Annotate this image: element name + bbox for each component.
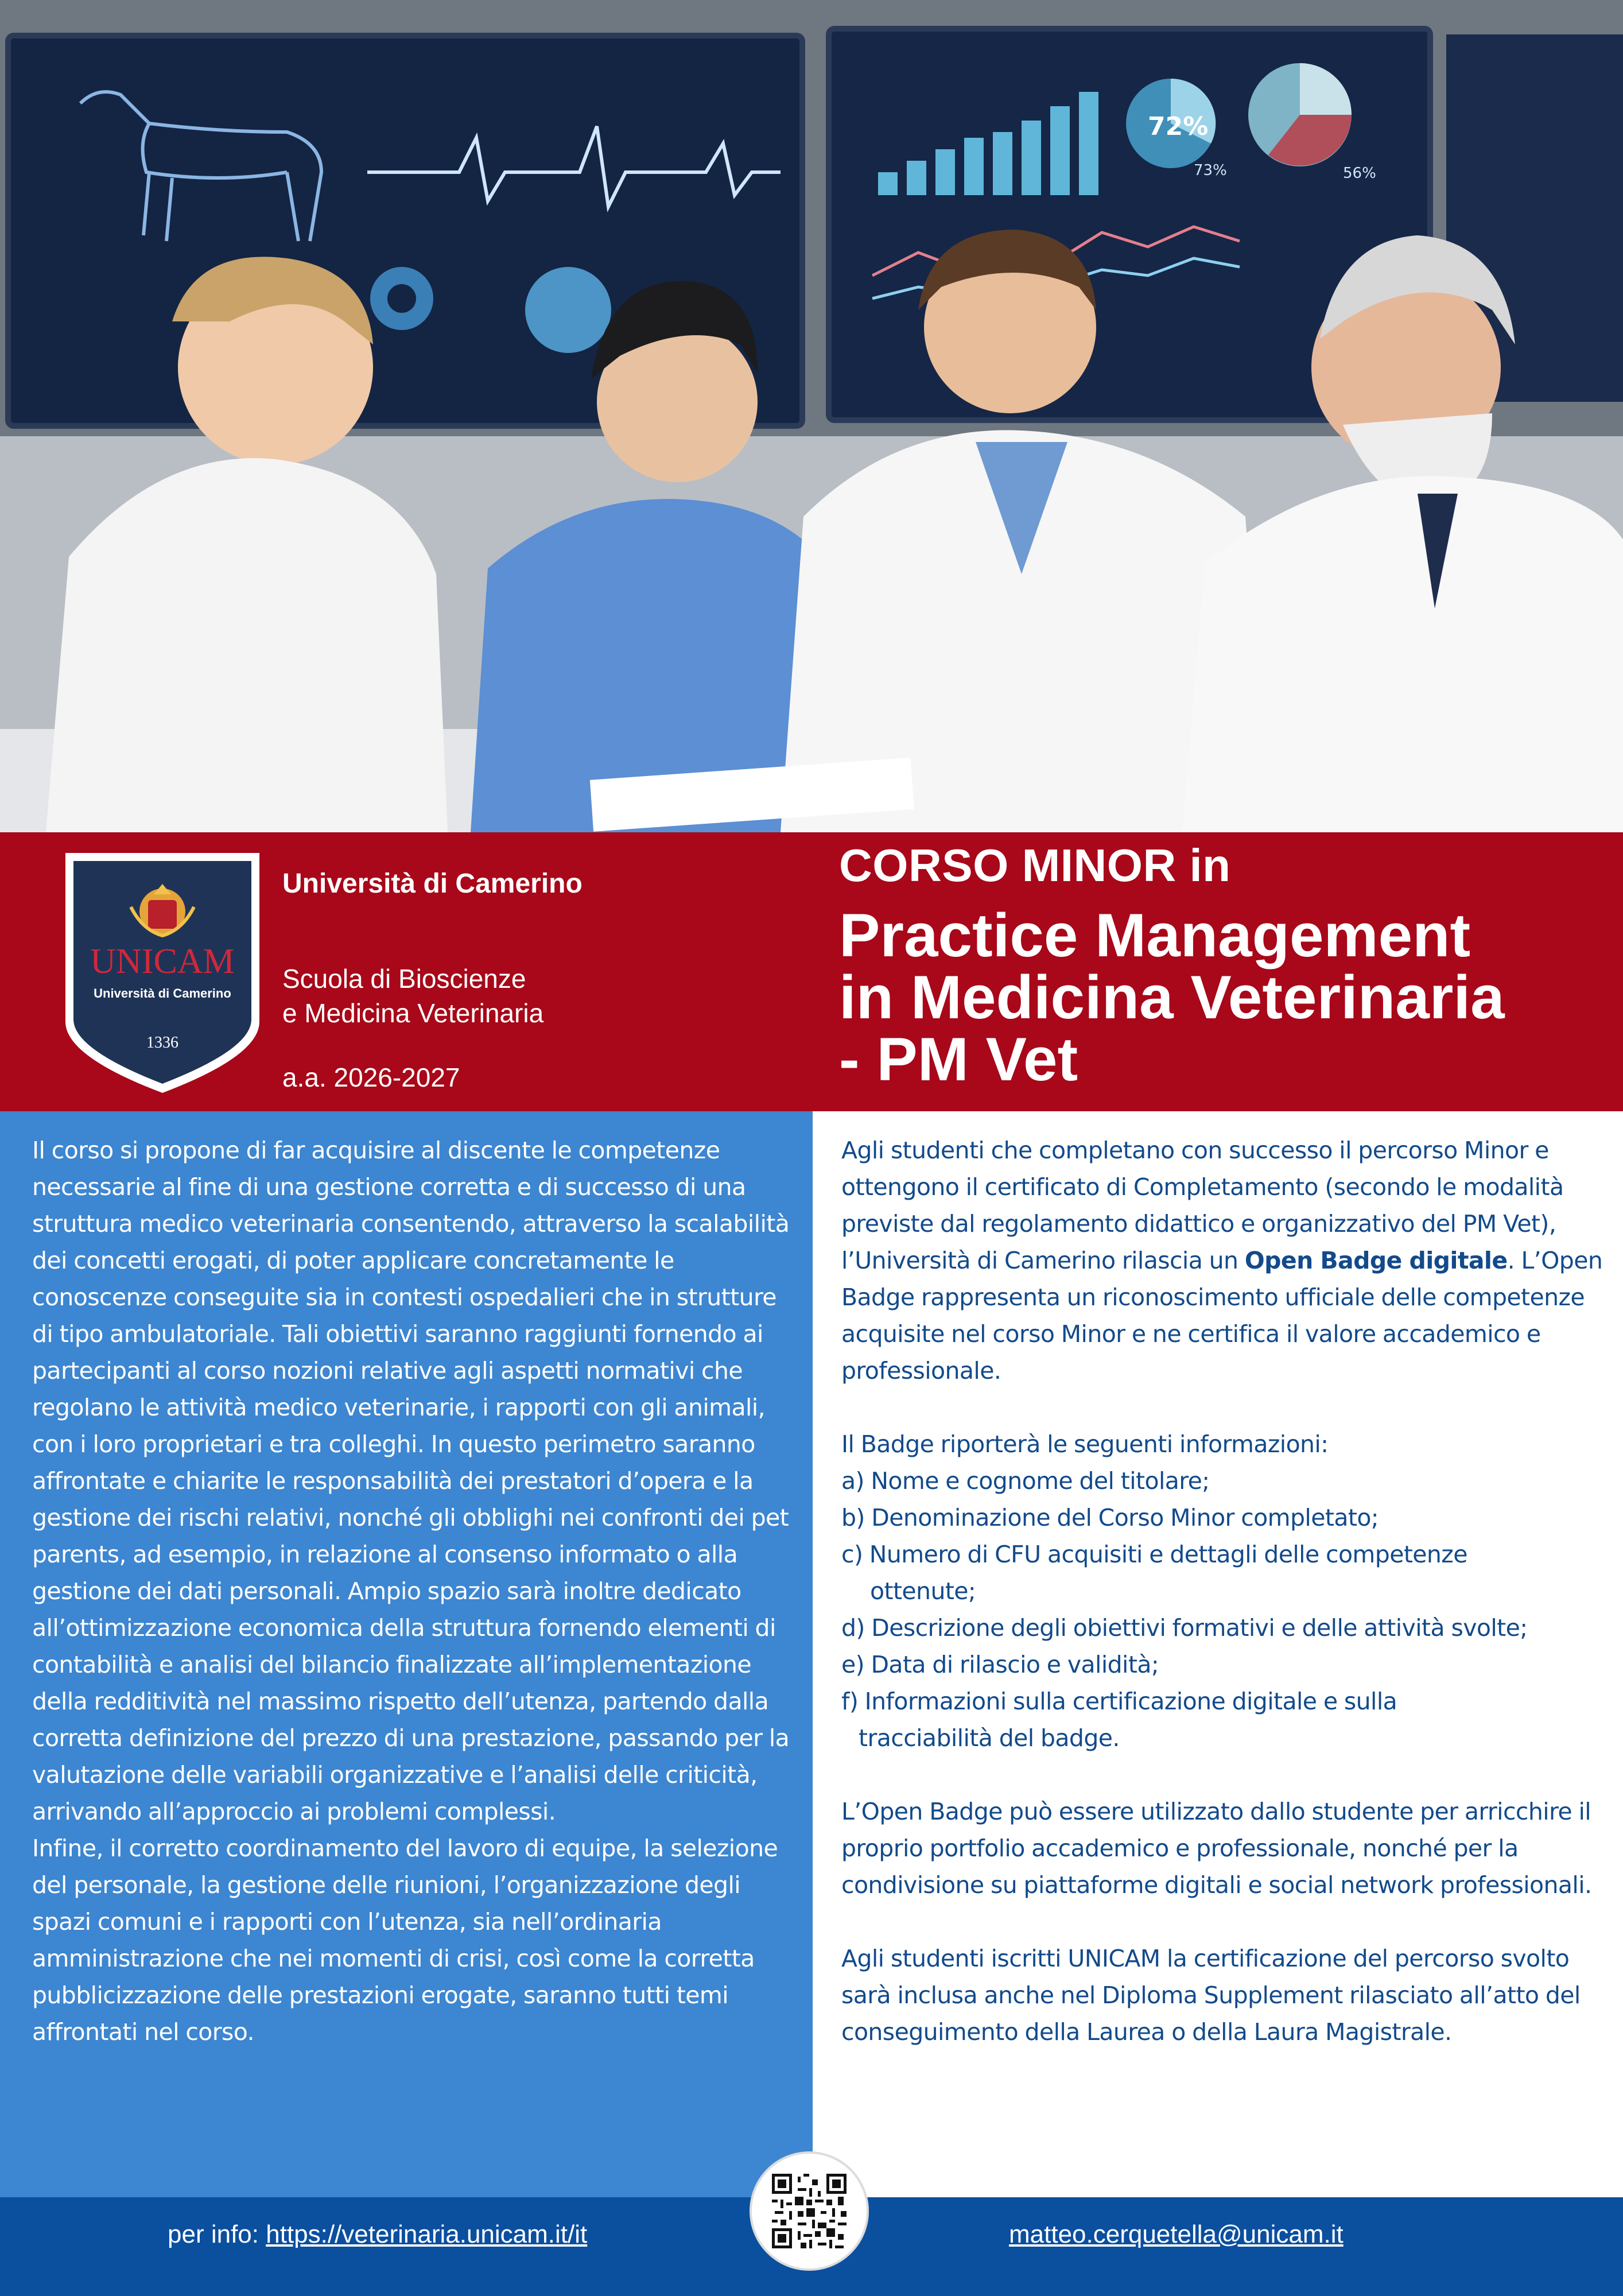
course-description (32, 1132, 795, 2050)
footer-info (168, 2220, 587, 2249)
badge-list-item-c: c) Numero di CFU acquisiti e dettagli delle competenze (841, 1541, 1467, 1568)
university-name: Università di Camerino (282, 868, 583, 899)
course-title-line-3: - PM Vet (839, 1025, 1078, 1093)
logo-wordmark: UNICAM (90, 942, 235, 981)
screen-percent: 72% (1148, 112, 1209, 141)
qr-code[interactable] (752, 2154, 867, 2268)
badge-usage: L’Open Badge può essere utilizzato dallo studente per arricchire il proprio portfolio accademico e professionale, nonché per la condivisione su piattaforme digitali e social network professionali. (841, 1798, 1592, 1899)
badge-list-item-c-cont: ottenute; (870, 1577, 976, 1605)
course-title-line-1: Practice Management (839, 901, 1471, 969)
badge-list-item-a: a) Nome e cognome del titolare; (841, 1467, 1210, 1495)
course-title-line-2: in Medicina Veterinaria (839, 963, 1505, 1031)
badge-intro (841, 1132, 1610, 1389)
badge-list-item-e: e) Data di rilascio e validità; (841, 1651, 1159, 1678)
logo-year: 1336 (146, 1034, 178, 1052)
badge-list-item-f-cont: tracciabilità del badge. (859, 1724, 1120, 1752)
diploma-supplement-note: Agli studenti iscritti UNICAM la certificazione del percorso svolto sarà inclusa anche nel Diploma Supplement rilasciato all’atto del conseguimento della Laurea o della Laura Magistrale. (841, 1945, 1581, 2046)
badge-list-intro: Il Badge riporterà le seguenti informazioni: (841, 1430, 1329, 1458)
academic-year: a.a. 2026-2027 (282, 1062, 460, 1092)
badge-information (841, 1132, 1610, 2050)
contact-email-link[interactable]: matteo.cerquetella@unicam.it (1009, 2220, 1344, 2248)
badge-list-item-b: b) Denominazione del Corso Minor completato; (841, 1504, 1379, 1531)
school-name (282, 961, 543, 1030)
open-badge-highlight: Open Badge digitale (1244, 1247, 1508, 1274)
school-line-2: e Medicina Veterinaria (282, 998, 544, 1028)
minor-label: CORSO MINOR in (839, 840, 1231, 891)
badge-list-item-f: f) Informazioni sulla certificazione digitale e sulla (841, 1688, 1397, 1715)
website-link[interactable]: https://veterinaria.unicam.it/it (266, 2220, 588, 2248)
hero-photo (0, 0, 1623, 832)
qr-code-icon (772, 2174, 847, 2248)
footer-info-label: per info: (168, 2220, 266, 2248)
course-title (839, 901, 1608, 1093)
badge-intro-text-end: . L’Open Badge rappresenta un riconoscimento ufficiale delle competenze acquisite nel corso Minor e ne certifica il valore accademico e professionale. (841, 1247, 1603, 1384)
school-line-1: Scuola di Bioscienze (282, 964, 526, 994)
screen-percent-small: 73% (1194, 162, 1227, 179)
screen-percent-small2: 56% (1343, 165, 1376, 182)
logo-subtitle: Università di Camerino (94, 986, 231, 1000)
course-description-main: Il corso si propone di far acquisire al discente le competenze necessarie al fine di una gestione corretta e di successo di una struttura medico veterinaria consentendo, attraverso la scalabilità dei concetti erogati, di poter applicare concretamente le conoscenze conseguite sia in contesti ospedalieri che in strutture di tipo ambulatoriale. Tali obiettivi saranno raggiunti fornendo ai partecipanti al corso nozioni relative agli aspetti normativi che regolano le attività medico veterinarie, i rapporti con gli animali, con i loro proprietari e tra colleghi. In questo perimetro saranno affrontate e chiarite le responsabilità dei prestatori d’opera e la gestione dei rischi relativi, nonché gli obblighi nei confronti dei pet parents, ad esempio, in relazione al consenso informato o alla gestione dei dati personali. Ampio spazio sarà inoltre dedicato all’ottimizzazione economica della struttura fornendo elementi di contabilità e analisi del bilancio finalizzate all’implementazione della redditività nel massimo rispetto dell’utenza, partendo dalla corretta definizione del prezzo di una prestazione, passando per la valutazione delle variabili organizzative e l’analisi delle criticità, arrivando all’approccio ai problemi complessi. (32, 1137, 790, 1825)
course-description-closing: Infine, il corretto coordinamento del lavoro di equipe, la selezione del personale, la gestione delle riunioni, l’organizzazione degli spazi comuni e i rapporti con l’utenza, sia nell’ordinaria amministrazione che nei momenti di crisi, così come la corretta pubblicizzazione delle prestazioni erogate, saranno tutti temi affrontati nel corso. (32, 1835, 778, 2046)
hero-illustration (0, 0, 1623, 832)
unicam-shield-logo (62, 850, 263, 1096)
badge-intro-text: Agli studenti che completano con successo il percorso Minor e ottengono il certificato di Completamento (secondo le modalità previste dal regolamento didattico e organizzativo del PM Vet), l’Università di Camerino rilascia un (841, 1137, 1564, 1274)
badge-list-item-d: d) Descrizione degli obiettivi formativi e delle attività svolte; (841, 1614, 1528, 1642)
